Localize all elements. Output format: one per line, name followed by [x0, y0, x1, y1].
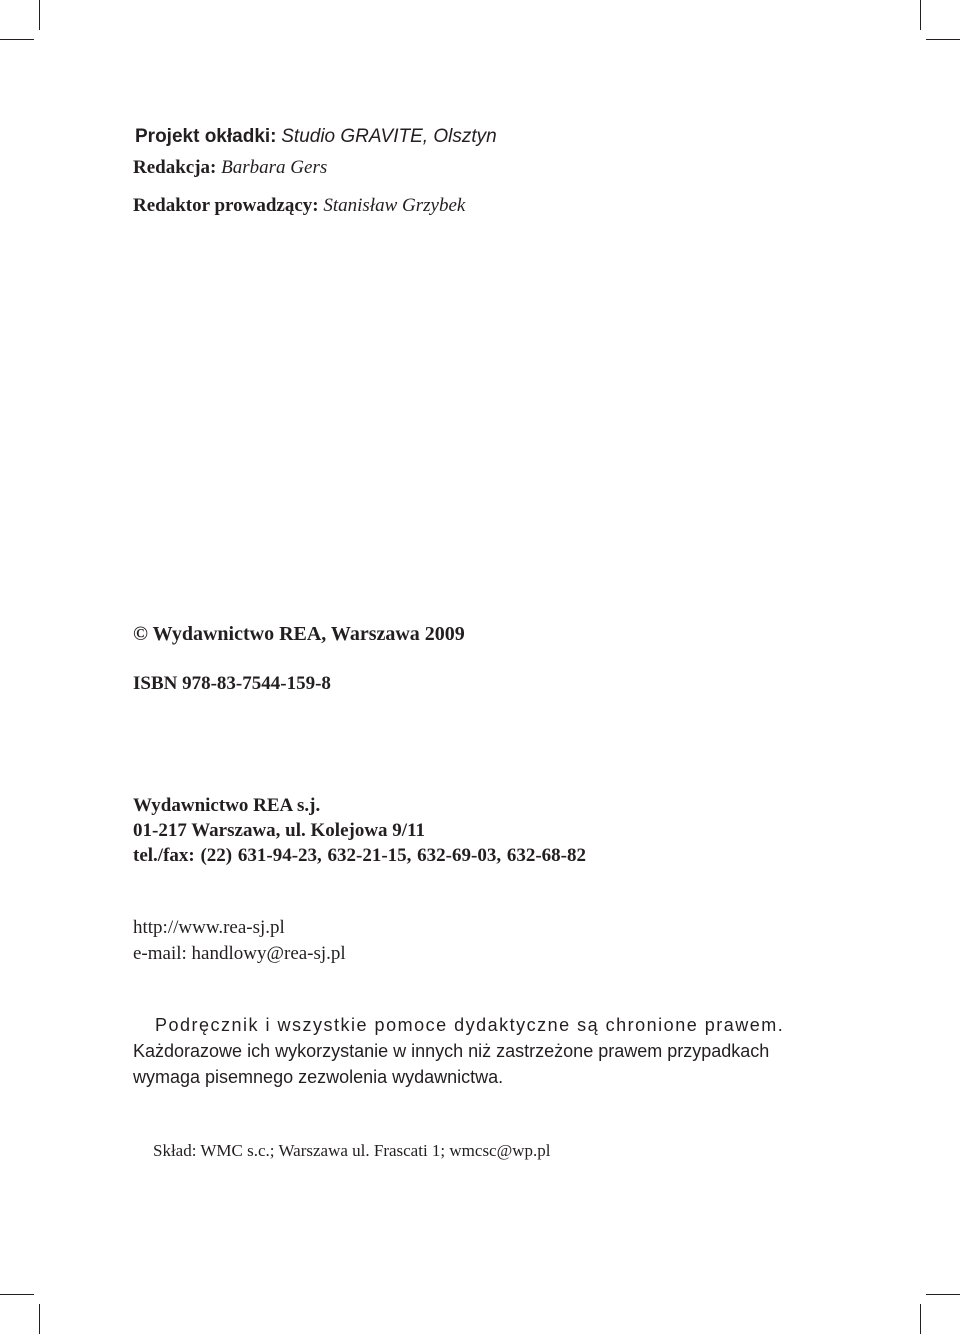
copyright-line: © Wydawnictwo REA, Warszawa 2009 — [133, 623, 465, 645]
lead-editor-line — [133, 195, 465, 217]
cover-design-line — [135, 126, 497, 148]
lead-editor-value: Stanisław Grzybek — [323, 195, 466, 216]
publisher-email: e-mail: handlowy@rea-sj.pl — [133, 943, 346, 964]
crop-mark-bottom-left-horizontal — [0, 1294, 34, 1295]
legal-notice-line-3: wymaga pisemnego zezwolenia wydawnictwa. — [133, 1067, 504, 1087]
legal-notice — [133, 1012, 833, 1090]
legal-notice-line-2: Każdorazowe ich wykorzystanie w innych niż zastrzeżone prawem przypadkach — [133, 1041, 770, 1061]
legal-notice-line-1: Podręcznik i wszystkie pomoce dydaktyczne są chronione prawem. — [155, 1015, 785, 1035]
publisher-address: 01-217 Warszawa, ul. Kolejowa 9/11 — [133, 820, 426, 841]
lead-editor-label: Redaktor prowadzący: — [133, 195, 319, 216]
editor-label: Redakcja: — [133, 157, 217, 178]
editor-line — [133, 157, 327, 179]
crop-mark-top-right-vertical — [920, 0, 921, 30]
cover-design-value: Studio GRAVITE, Olsztyn — [281, 126, 497, 147]
isbn-line: ISBN 978-83-7544-159-8 — [133, 673, 331, 694]
editor-value: Barbara Gers — [221, 157, 328, 178]
crop-mark-top-right-horizontal — [926, 39, 960, 40]
crop-mark-bottom-left-vertical — [39, 1304, 40, 1334]
crop-mark-top-left-vertical — [39, 0, 40, 30]
publisher-phone: tel./fax: (22) 631-94-23, 632-21-15, 632-69-03, 632-68-82 — [133, 845, 586, 866]
typesetting-credit: Skład: WMC s.c.; Warszawa ul. Frascati 1; wmcsc@wp.pl — [153, 1141, 551, 1160]
crop-mark-bottom-right-vertical — [920, 1304, 921, 1334]
publisher-website: http://www.rea-sj.pl — [133, 917, 285, 938]
crop-mark-bottom-right-horizontal — [926, 1294, 960, 1295]
crop-mark-top-left-horizontal — [0, 39, 34, 40]
publisher-name: Wydawnictwo REA s.j. — [133, 795, 321, 816]
cover-design-label: Projekt okładki: — [135, 126, 277, 147]
